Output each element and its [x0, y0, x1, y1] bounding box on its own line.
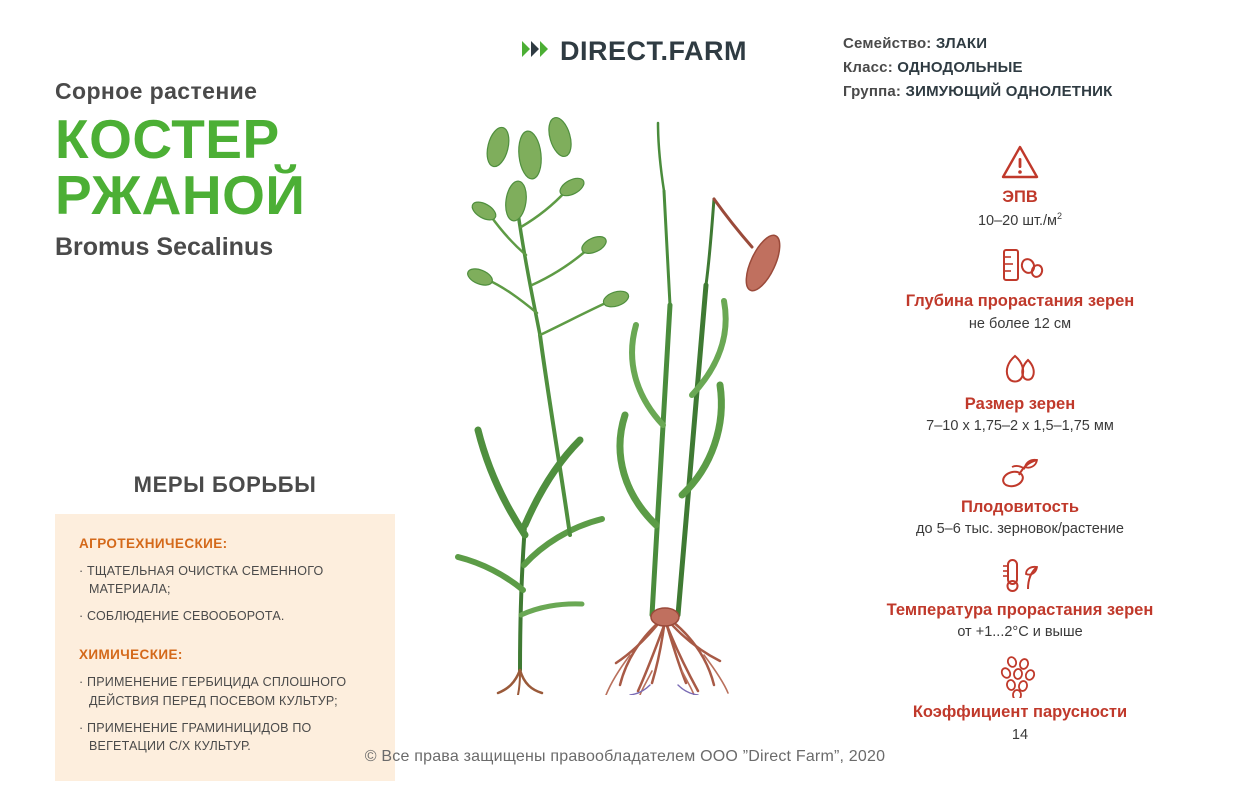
- fact-title: Размер зерен: [964, 394, 1076, 413]
- brand-logo: [520, 36, 747, 67]
- fact-value: 7–10 х 1,75–2 х 1,5–1,75 мм: [926, 418, 1114, 435]
- fact-title: Температура прорастания зерен: [886, 600, 1154, 619]
- fact-windage-coefficient: [855, 655, 1185, 744]
- plant-illustration: [420, 95, 820, 695]
- measure-group-head: ХИМИЧЕСКИЕ:: [79, 647, 183, 663]
- taxonomy-value: ЗИМУЮЩИЙ ОДНОЛЕТНИК: [905, 83, 1113, 100]
- measure-group-agrotech: [79, 536, 371, 625]
- chevrons-icon: [520, 37, 550, 66]
- taxonomy-label: Семейство:: [843, 35, 932, 52]
- fact-title: Глубина прорастания зерен: [905, 291, 1135, 310]
- measure-item: · СОБЛЮДЕНИЕ СЕВООБОРОТА.: [79, 609, 285, 624]
- taxonomy-label: Класс:: [843, 59, 893, 76]
- measure-group-chemical: [79, 647, 371, 755]
- ruler-seed-icon: [855, 244, 1185, 288]
- taxonomy-label: Группа:: [843, 83, 902, 100]
- measures-box: [55, 514, 395, 781]
- sprouting-seed-icon: [855, 450, 1185, 494]
- facts-column: [855, 140, 1185, 758]
- fact-epv: [855, 140, 1185, 230]
- copyright-footer: © Все права защищены правообладателем ООО ”Direct Farm”, 2020: [364, 748, 886, 765]
- fact-germination-depth: [855, 244, 1185, 333]
- fact-seed-size: [855, 347, 1185, 436]
- fact-value: не более 12 см: [968, 315, 1072, 332]
- taxonomy-row-class: [843, 56, 1183, 80]
- plant-name-line-1: КОСТЕР: [55, 108, 280, 170]
- taxonomy-value: ОДНОДОЛЬНЫЕ: [897, 59, 1023, 76]
- fact-title: Коэффициент парусности: [912, 703, 1128, 722]
- fact-germination-temperature: [855, 553, 1185, 642]
- fact-title: ЭПВ: [1002, 188, 1038, 206]
- fact-title: Плодовитость: [961, 497, 1079, 516]
- fact-value: 14: [1011, 727, 1029, 744]
- fact-value: 10–20 $шт./м^2$: [977, 210, 1063, 229]
- taxonomy-row-family: [843, 32, 1183, 56]
- logo-text: DIRECT.FARM: [560, 36, 747, 66]
- kicker-text: Сорное растение: [55, 78, 258, 104]
- fact-value: до 5–6 тыс. зерновок/растение: [916, 521, 1124, 538]
- measures-heading: МЕРЫ БОРЬБЫ: [133, 472, 317, 497]
- measures-block: [55, 410, 415, 781]
- title-block: [55, 78, 415, 262]
- measure-group-head: АГРОТЕХНИЧЕСКИЕ:: [79, 536, 228, 551]
- plant-name-line-2: РЖАНОЙ: [55, 164, 306, 227]
- page-title: [55, 108, 415, 227]
- taxonomy-value: ЗЛАКИ: [935, 35, 988, 52]
- two-seeds-icon: [855, 347, 1185, 391]
- seed-cluster-icon: [855, 655, 1185, 699]
- taxonomy-row-group: [843, 80, 1183, 104]
- fact-value: от +1...2°С и выше: [957, 624, 1083, 641]
- taxonomy-block: [843, 32, 1183, 104]
- warning-triangle-icon: [855, 140, 1185, 184]
- thermometer-sprout-icon: [855, 553, 1185, 597]
- fact-fertility: [855, 450, 1185, 539]
- measure-item: · ПРИМЕНЕНИЕ ГЕРБИЦИДА СПЛОШНОГО ДЕЙСТВИЯ ПЕРЕД ПОСЕВОМ КУЛЬТУР;: [79, 675, 347, 708]
- latin-name: Bromus Secalinus: [55, 233, 274, 262]
- measure-item: · ТЩАТЕЛЬНАЯ ОЧИСТКА СЕМЕННОГО МАТЕРИАЛА;: [79, 564, 324, 597]
- fact-value-sup: 2: [1057, 210, 1063, 221]
- measure-item: · ПРИМЕНЕНИЕ ГРАМИНИЦИДОВ ПО ВЕГЕТАЦИИ С/Х КУЛЬТУР.: [79, 720, 312, 753]
